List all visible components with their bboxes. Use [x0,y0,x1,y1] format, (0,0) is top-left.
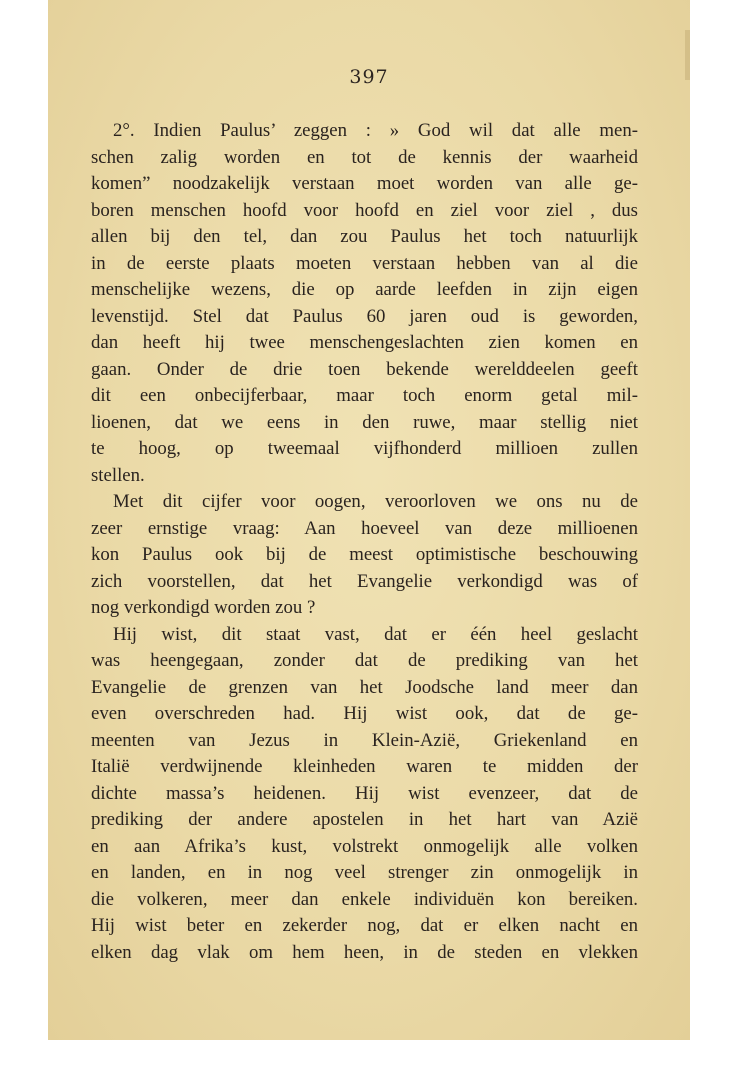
text-line: en aan Afrika’s kust, volstrekt onmogelijk alle volken [91,835,638,857]
text-line: gaan. Onder de drie toen bekende werelddeelen geeft [91,358,638,380]
text-line: dan heeft hij twee menschengeslachten zien komen en [91,332,638,353]
text-line: dichte massa’s heidenen. Hij wist evenzeer, dat de [91,782,638,804]
text-line: Met dit cijfer voor oogen, veroorloven we ons nu de [113,491,638,512]
text-line: allen bij den tel, dan zou Paulus het toch natuurlijk [91,226,638,247]
text-line: komen” noodzakelijk verstaan moet worden van alle ge- [91,173,638,194]
text-line: zich voorstellen, dat het Evangelie verkondigd was of [91,570,638,592]
text-line: in de eerste plaats moeten verstaan hebben van al die [91,252,638,274]
text-line: Evangelie de grenzen van het Joodsche land meer dan [91,676,638,698]
text-line: en landen, en in nog veel strenger zin onmogelijk in [91,862,638,883]
text-line: die volkeren, meer dan enkele individuën kon bereiken. [91,888,638,910]
text-line: kon Paulus ook bij de meest optimistische beschouwing [91,544,638,565]
text-line: Hij wist, dit staat vast, dat er één heel geslacht [113,623,638,645]
text-line: dit een onbecijferbaar, maar toch enorm getal mil- [91,385,638,406]
text-line: schen zalig worden en tot de kennis der waarheid [91,146,638,168]
body-text [91,118,638,966]
text-line: boren menschen hoofd voor hoofd en ziel voor ziel , dus [91,199,638,221]
text-line: Italië verdwijnende kleinheden waren te midden der [91,756,638,777]
text-line: Hij wist beter en zekerder nog, dat er elken nacht en [91,915,638,936]
text-line: levenstijd. Stel dat Paulus 60 jaren oud is geworden, [91,305,638,327]
text-line: meenten van Jezus in Klein-Azië, Griekenland en [91,729,638,751]
text-line: even overschreden had. Hij wist ook, dat de ge- [91,703,638,724]
page-number: 397 [349,66,389,88]
text-line: 2°. Indien Paulus’ zeggen : » God wil dat alle men- [113,120,638,141]
text-line: prediking der andere apostelen in het hart van Azië [91,809,638,830]
book-page [48,0,690,1040]
text-line: lioenen, dat we eens in den ruwe, maar stellig niet [91,411,638,433]
text-line: menschelijke wezens, die op aarde leefden in zijn eigen [91,279,638,300]
text-line: elken dag vlak om hem heen, in de steden en vlekken [91,941,638,963]
text-line: te hoog, op tweemaal vijfhonderd millioen zullen [91,438,638,459]
text-line: nog verkondigd worden zou ? [91,597,316,618]
text-line: was heengegaan, zonder dat de prediking van het [91,650,638,671]
text-line: stellen. [91,464,145,486]
text-line: zeer ernstige vraag: Aan hoeveel van deze millioenen [91,517,638,539]
